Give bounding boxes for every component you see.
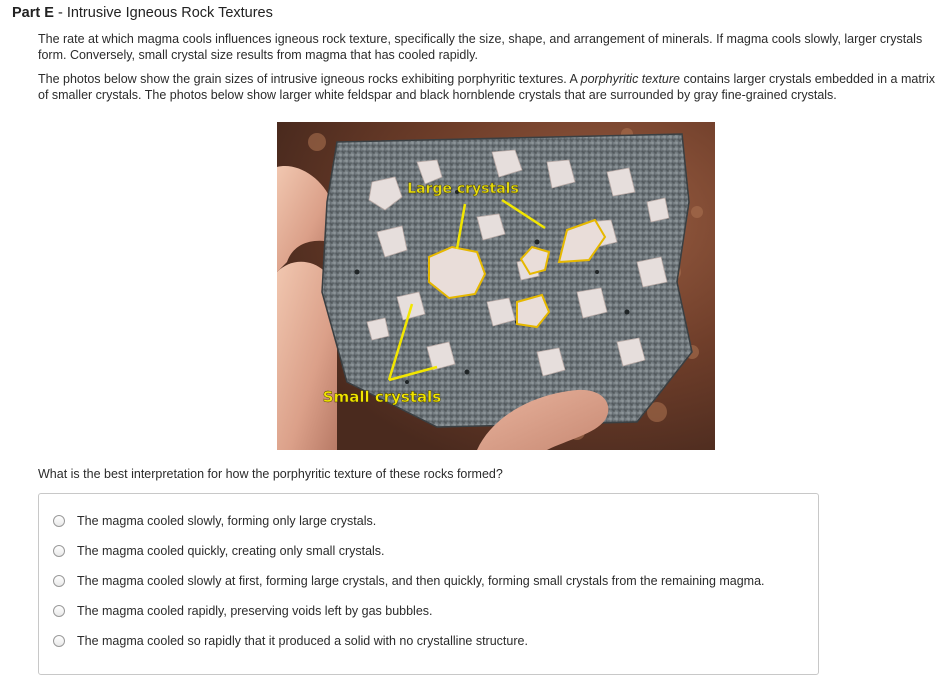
part-title-text: Intrusive Igneous Rock Textures <box>66 5 273 21</box>
choice-3[interactable] <box>53 572 765 590</box>
label-large-crystals: Large crystals <box>407 181 519 197</box>
intro-paragraph-1: The rate at which magma cools influences igneous rock texture, specifically the size, shape, and arrangement of minerals. If magma cools slowly, larger crystals form. Conversely, small crystal size results from magma that has cooled rapidly. <box>38 32 923 62</box>
label-small-crystals: Small crystals <box>322 388 442 406</box>
choice-1[interactable] <box>53 512 376 530</box>
title-separator: - <box>53 5 67 21</box>
radio-button-5[interactable] <box>53 635 65 647</box>
radio-button-2[interactable] <box>53 545 65 557</box>
choice-4[interactable] <box>53 602 433 620</box>
radio-button-4[interactable] <box>53 605 65 617</box>
choice-2[interactable] <box>53 542 385 560</box>
part-title <box>12 5 273 21</box>
choice-3-text: The magma cooled slowly at first, forming large crystals, and then quickly, forming small crystals from the remaining magma. <box>77 574 765 588</box>
choice-5-text: The magma cooled so rapidly that it produced a solid with no crystalline structure. <box>77 634 528 648</box>
choice-5[interactable] <box>53 632 528 650</box>
porphyritic-term: porphyritic texture <box>580 72 681 86</box>
intro-p2-before: The photos below show the grain sizes of intrusive igneous rocks exhibiting porphyritic textures. A <box>38 72 581 86</box>
part-label: Part E <box>12 5 54 21</box>
intro-p2-after: contains larger crystals embedded in a matrix of smaller crystals. The photos below show larger white feldspar and black hornblende crystals that are surrounded by gray fine-grained crystals. <box>38 72 935 102</box>
radio-button-1[interactable] <box>53 515 65 527</box>
choice-4-text: The magma cooled rapidly, preserving voids left by gas bubbles. <box>77 604 433 618</box>
question-prompt: What is the best interpretation for how the porphyritic texture of these rocks formed? <box>38 467 503 481</box>
intro-paragraph-2 <box>38 72 938 103</box>
intro-text <box>38 32 938 112</box>
rock-specimen <box>322 134 692 427</box>
choice-1-text: The magma cooled slowly, forming only large crystals. <box>77 514 377 528</box>
answer-choices <box>38 493 819 675</box>
radio-button-3[interactable] <box>53 575 65 587</box>
rock-photo <box>277 122 715 450</box>
choice-2-text: The magma cooled quickly, creating only small crystals. <box>77 544 385 558</box>
